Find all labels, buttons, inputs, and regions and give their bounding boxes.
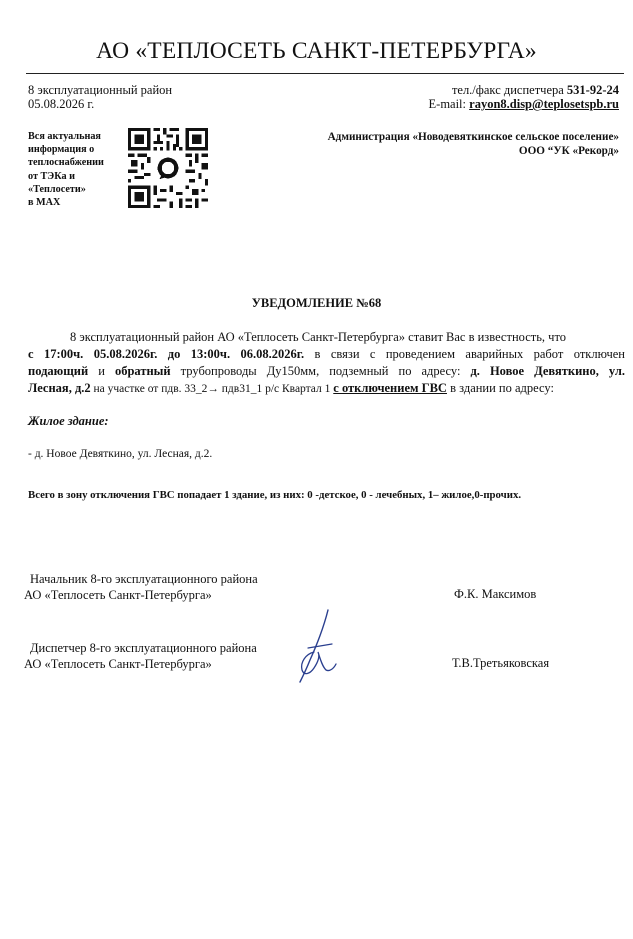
phone-number: 531-92-24 [566, 83, 619, 97]
notice-line [28, 380, 625, 398]
residential-heading: Жилое здание: [28, 414, 109, 428]
handwritten-signature [292, 608, 348, 684]
header-rule [26, 73, 624, 74]
outage-address-cont: Лесная, д.2 [28, 381, 91, 395]
chief-title [24, 571, 258, 603]
phone-label: тел./факс диспетчера [451, 83, 564, 97]
dispatcher-title-line: АО «Теплосеть Санкт-Петербурга» [24, 657, 212, 671]
outage-period: с 17:00ч. 05.08.2026г. до 13:00ч. 06.08.2026г. [28, 347, 305, 361]
notice-text: трубопроводы Ду150мм, подземный по адресу: [170, 364, 471, 378]
notice-text: в здании по адресу: [446, 381, 554, 395]
side-note-line: информация о [28, 144, 95, 156]
qr-code-icon[interactable] [128, 128, 208, 208]
side-note-line: в MAX [28, 197, 61, 209]
email-label: E-mail: [428, 97, 467, 111]
notice-text: в связи с проведением аварийных работ отключен [304, 347, 625, 361]
notice-line [28, 346, 625, 363]
dispatcher-name: Т.В.Третьяковская [452, 656, 550, 670]
chief-title-line: Начальник 8-го эксплуатационного района [30, 572, 258, 586]
contact-block [429, 83, 619, 111]
side-note-line: теплоснабжении [28, 157, 104, 169]
supply-pipe: подающий [28, 364, 89, 378]
addressee-line: Администрация «Новодевяткинское сельское поселение» [327, 131, 619, 143]
org-title: АО «ТЕПЛОСЕТЬ САНКТ-ПЕТЕРБУРГА» [96, 38, 537, 64]
outage-summary: Всего в зону отключения ГВС попадает 1 здание, из них: 0 -детское, 0 - лечебных, 1– жилое,0-прочих. [28, 489, 522, 501]
side-note-line: от ТЭКа и [28, 170, 75, 182]
side-note-line: «Теплосети» [28, 183, 86, 195]
outage-address: д. Новое Девяткино, ул. [470, 364, 625, 378]
side-note-line: Вся актуальная [28, 131, 101, 142]
return-pipe: обратный [114, 364, 171, 378]
dispatcher-title-line: Диспетчер 8-го эксплуатационного района [30, 641, 257, 655]
document-date: 05.08.2026 г. [28, 97, 95, 111]
notice-line: 8 эксплуатационный район АО «Теплосеть Санкт-Петербурга» ставит Вас в известность, что [70, 330, 566, 344]
notice-text: и [88, 364, 115, 378]
dispatcher-title [24, 640, 257, 672]
pipe-section: на участке от пдв. 33_2→ пдв31_1 р/с Квартал 1 [90, 383, 334, 395]
addressee-line: ООО “УК «Рекорд» [518, 145, 619, 157]
district-block [28, 83, 172, 111]
email-address[interactable]: rayon8.disp@teplosetspb.ru [469, 97, 619, 111]
hot-water-outage: с отключением ГВС [333, 381, 447, 395]
notice-body [28, 329, 625, 398]
chief-name: Ф.К. Максимов [454, 587, 537, 601]
district-name: 8 эксплуатационный район [28, 83, 173, 97]
addressee-block [328, 130, 619, 158]
notice-heading: УВЕДОМЛЕНИЕ №68 [251, 296, 382, 310]
phone-line [429, 83, 619, 97]
side-note [28, 130, 104, 209]
notice-line [28, 363, 625, 380]
chief-title-line: АО «Теплосеть Санкт-Петербурга» [24, 588, 212, 602]
residential-address: - д. Новое Девяткино, ул. Лесная, д.2. [28, 448, 213, 460]
email-line [429, 97, 619, 111]
